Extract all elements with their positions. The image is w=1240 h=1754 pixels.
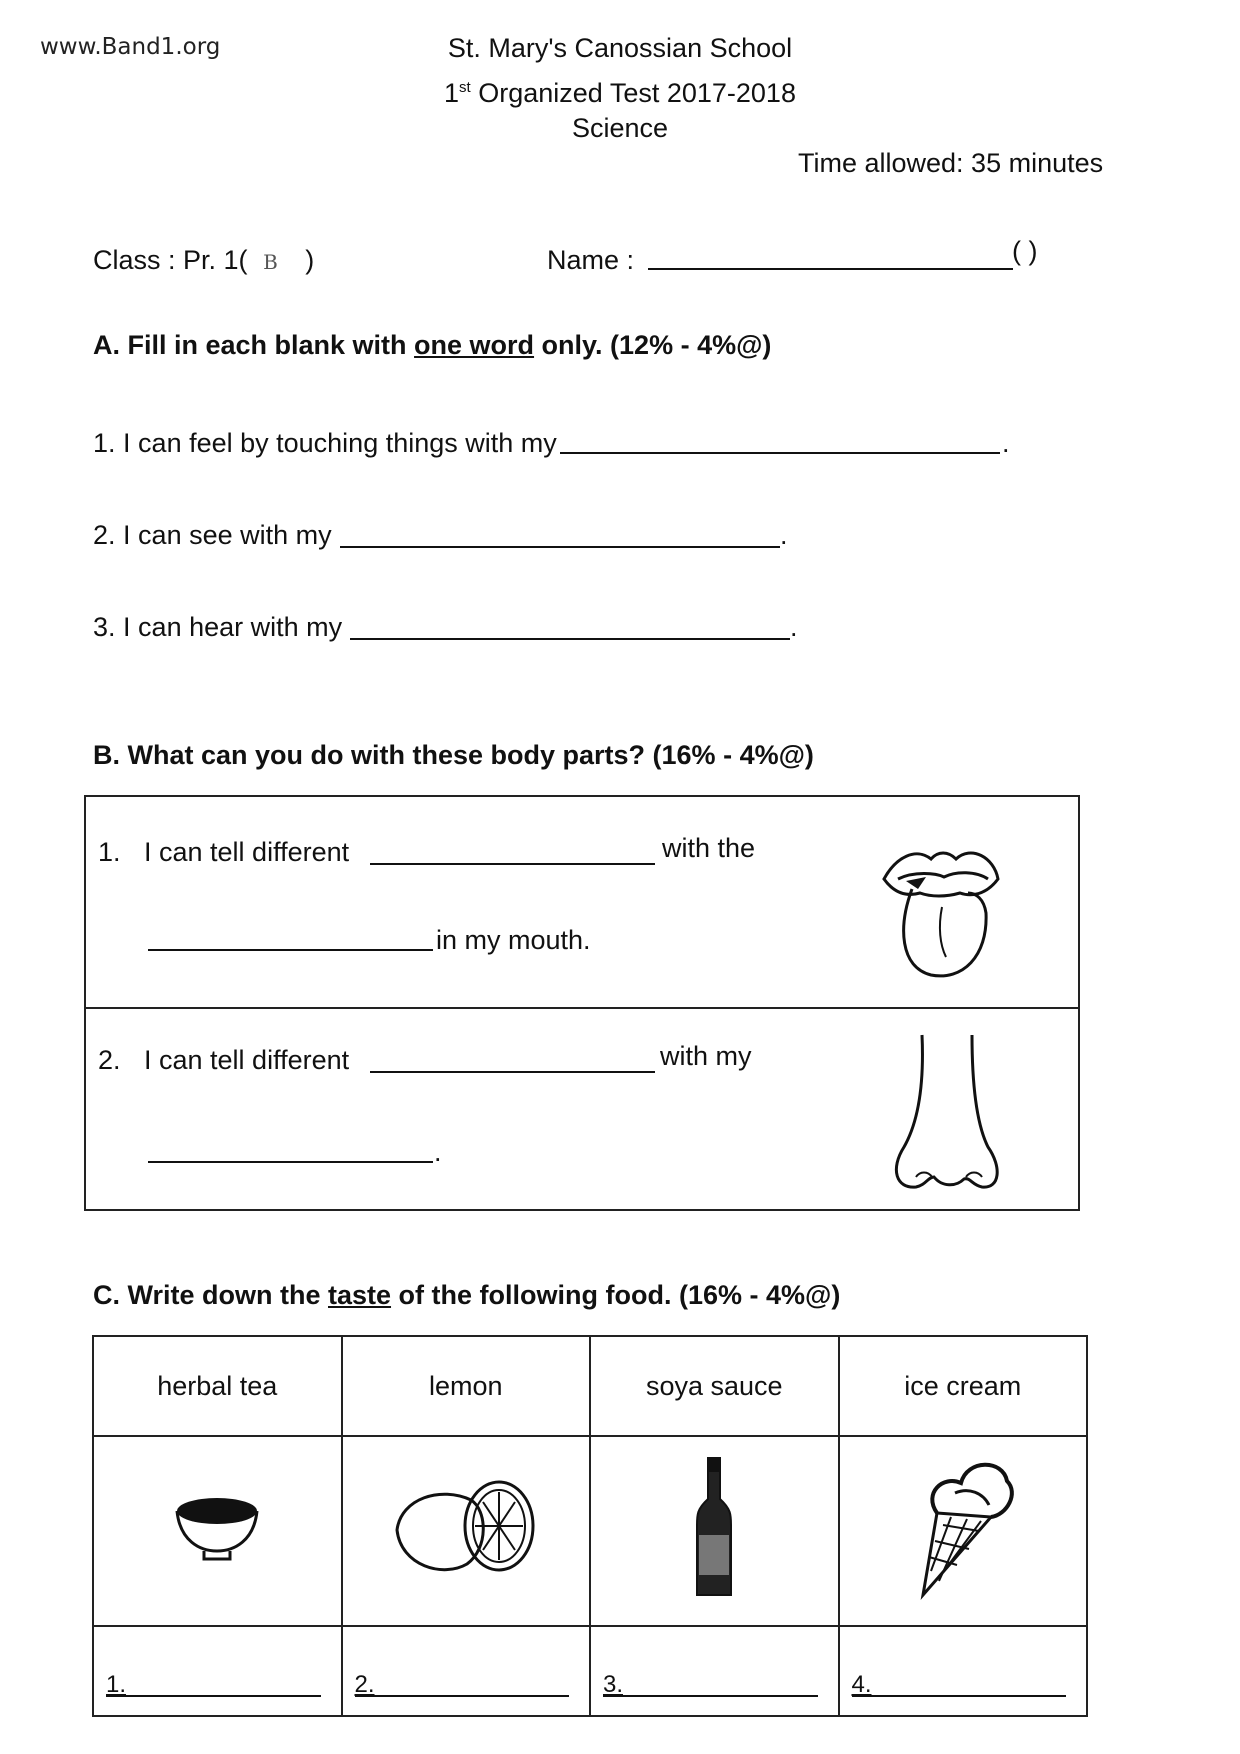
row-text-pre: I can tell different [144, 837, 350, 867]
row-number: 2. [98, 1045, 121, 1075]
question-a3 [93, 612, 342, 643]
section-c-title [93, 1280, 840, 1311]
section-a-title [93, 330, 771, 361]
food-picture-cell [590, 1436, 839, 1626]
class-number-brackets[interactable]: ( ) [1012, 236, 1038, 266]
lemon-icon [391, 1478, 541, 1578]
nose-icon [886, 1029, 1006, 1199]
section-c-title-emphasis: taste [328, 1280, 392, 1310]
section-b-cell-2 [85, 1008, 1079, 1210]
section-a-title-emphasis: one word [414, 330, 535, 360]
question-number: 2. [93, 520, 116, 550]
test-ordinal: 1 [444, 78, 460, 108]
time-allowed: Time allowed: 35 minutes [798, 148, 1104, 178]
answer-number: 3. [603, 1671, 624, 1698]
food-name-cell: lemon [342, 1336, 591, 1436]
answer-cell[interactable] [93, 1626, 342, 1716]
answer-number: 2. [354, 1671, 375, 1698]
food-picture-cell [342, 1436, 591, 1626]
section-b-table [84, 795, 1080, 1211]
question-text: I can hear with my [123, 612, 343, 642]
question-number: 3. [93, 612, 116, 642]
section-a-title-post: only. (12% - 4%@) [534, 330, 772, 360]
answer-blank-c3[interactable] [603, 1695, 818, 1697]
sauce-bottle-icon [689, 1453, 739, 1603]
question-a2-end: . [780, 520, 788, 550]
question-a1 [93, 428, 557, 459]
food-picture-row [93, 1436, 1087, 1626]
row-text-post: . [434, 1137, 442, 1167]
class-label: Class : Pr. 1( [93, 245, 248, 275]
food-name-cell: soya sauce [590, 1336, 839, 1436]
name-input-line[interactable] [648, 268, 1013, 270]
answer-blank-c2[interactable] [355, 1695, 570, 1697]
answer-number: 4. [851, 1671, 872, 1698]
answer-cell[interactable] [839, 1626, 1088, 1716]
answer-blank-a1[interactable] [560, 452, 1000, 454]
row-text-post: in my mouth. [436, 925, 591, 955]
subject: Science [571, 113, 669, 143]
row-number: 1. [98, 837, 121, 867]
answer-blank-b2a[interactable] [370, 1071, 655, 1073]
class-close: ) [305, 245, 315, 275]
tea-bowl-icon [172, 1493, 262, 1563]
question-text: I can feel by touching things with my [123, 428, 557, 458]
test-ordinal-suffix: st [459, 79, 471, 96]
answer-blank-a3[interactable] [350, 638, 790, 640]
answer-blank-b1b[interactable] [148, 949, 433, 951]
class-field [93, 245, 314, 276]
question-number: 1. [93, 428, 116, 458]
row-text-mid: with the [662, 833, 756, 863]
question-a1-end: . [1002, 428, 1010, 458]
class-value[interactable]: B [263, 250, 278, 274]
question-text: I can see with my [123, 520, 332, 550]
answer-blank-b1a[interactable] [370, 863, 655, 865]
section-b-row-2 [85, 1008, 1079, 1210]
food-name-row [93, 1336, 1087, 1436]
answer-cell[interactable] [342, 1626, 591, 1716]
answer-blank-b2b[interactable] [148, 1161, 433, 1163]
answer-blank-c1[interactable] [106, 1695, 321, 1697]
section-b-cell-1 [85, 796, 1079, 1008]
name-label: Name : [547, 245, 635, 275]
ice-cream-icon [903, 1453, 1023, 1603]
food-name-cell: herbal tea [93, 1336, 342, 1436]
food-picture-cell [839, 1436, 1088, 1626]
section-c-title-pre: C. Write down the [93, 1280, 328, 1310]
answer-blank-a2[interactable] [340, 546, 780, 548]
question-a2 [93, 520, 332, 551]
section-a-title-pre: A. Fill in each blank with [93, 330, 415, 360]
row-text-mid: with my [660, 1041, 752, 1071]
test-title-text: Organized Test 2017-2018 [478, 78, 796, 108]
section-b-row-1 [85, 796, 1079, 1008]
food-name-cell: ice cream [839, 1336, 1088, 1436]
section-c-table [92, 1335, 1088, 1717]
school-name: St. Mary's Canossian School [447, 33, 793, 63]
food-picture-cell [93, 1436, 342, 1626]
watermark: www.Band1.org [40, 34, 221, 60]
answer-row [93, 1626, 1087, 1716]
tongue-icon [876, 817, 1006, 987]
answer-cell[interactable] [590, 1626, 839, 1716]
answer-blank-c4[interactable] [852, 1695, 1067, 1697]
answer-number: 1. [106, 1671, 127, 1698]
section-b-title: B. What can you do with these body parts? (16% - 4%@) [93, 740, 814, 770]
test-title [0, 70, 1240, 111]
question-a3-end: . [790, 612, 798, 642]
section-c-title-post: of the following food. (16% - 4%@) [391, 1280, 841, 1310]
row-text-pre: I can tell different [144, 1045, 350, 1075]
